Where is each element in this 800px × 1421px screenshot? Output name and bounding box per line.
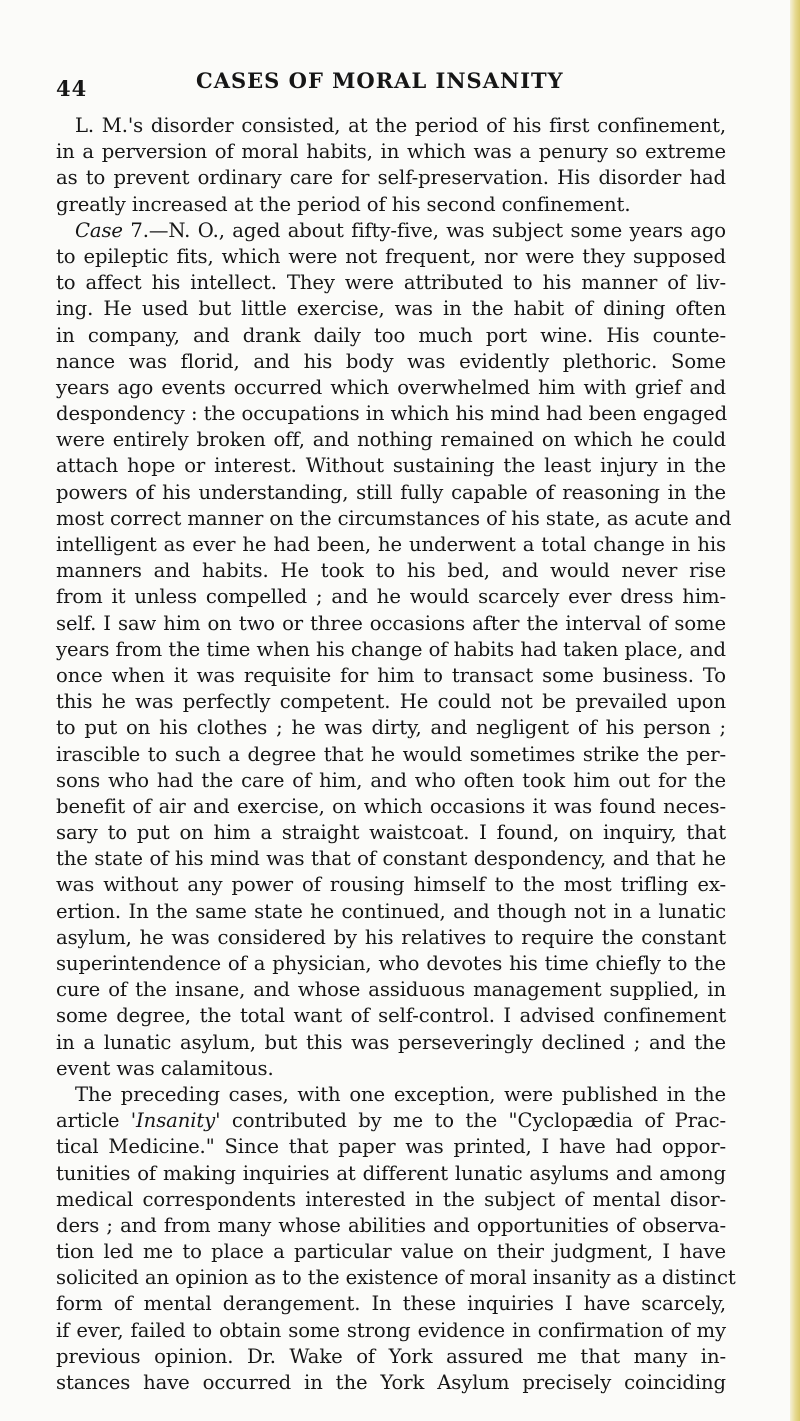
text-line: manners and habits. He took to his bed, and would never rise [56, 559, 726, 583]
text-line: stances have occurred in the York Asylum precisely coinciding [56, 1371, 726, 1394]
text-line: this he was perfectly competent. He could not be prevailed upon [56, 690, 726, 714]
text-line: tion led me to place a particular value on their judgment, I have [56, 1240, 726, 1264]
page-number: 44 [56, 76, 88, 101]
text-line: powers of his understanding, still fully capable of reasoning in the [56, 480, 726, 504]
text-line: benefit of air and exercise, on which occasions it was found neces- [56, 794, 726, 818]
text-line: ders ; and from many whose abilities and opportunities of observa- [56, 1213, 726, 1237]
text-line: ertion. In the same state he continued, and though not in a lunatic [56, 899, 726, 923]
text-line: L. M.'s disorder consisted, at the period of his first confinement, [75, 114, 726, 137]
text-line: article 'Insanity' contributed by me to the "Cyclopædia of Prac- [56, 1109, 726, 1133]
text-line: ing. He used but little exercise, was in the habit of dining often [56, 297, 726, 321]
text-line: tical Medicine." Since that paper was printed, I have had oppor- [56, 1135, 726, 1159]
text-line: asylum, he was considered by his relatives to require the constant [56, 925, 726, 949]
text-line: tunities of making inquiries at different lunatic asylums and among [56, 1161, 726, 1185]
text-line: nance was florid, and his body was evidently plethoric. Some [56, 349, 726, 373]
running-head [56, 68, 726, 101]
text-line: intelligent as ever he had been, he underwent a total change in his [56, 533, 726, 556]
text-line: to put on his clothes ; he was dirty, and negligent of his person ; [56, 716, 726, 740]
text-line: medical correspondents interested in the subject of mental disor- [56, 1187, 726, 1211]
running-title: CASES OF MORAL INSANITY [196, 68, 564, 93]
text-line: self. I saw him on two or three occasions after the interval of some [56, 611, 726, 635]
body-text [56, 113, 736, 1396]
text-line: once when it was requisite for him to transact some business. To [56, 663, 726, 687]
text-line: in a perversion of moral habits, in which was a penury so extreme [56, 140, 726, 164]
text-line: years from the time when his change of habits had taken place, and [56, 637, 726, 661]
text-line: some degree, the total want of self-control. I advised confinement [56, 1004, 726, 1028]
text-line: previous opinion. Dr. Wake of York assured me that many in- [56, 1344, 726, 1368]
text-line: if ever, failed to obtain some strong evidence in confirmation of my [56, 1318, 726, 1342]
text-line: event was calamitous. [56, 1056, 274, 1080]
text-line: greatly increased at the period of his second confinement. [56, 192, 631, 216]
page-edge [790, 0, 800, 1421]
text-line: the state of his mind was that of constant despondency, and that he [56, 847, 726, 871]
text-line: solicited an opinion as to the existence of moral insanity as a distinct [56, 1266, 736, 1290]
text-line: was without any power of rousing himself to the most trifling ex- [56, 873, 726, 897]
text-line: to epileptic fits, which were not frequent, nor were they supposed [56, 244, 726, 268]
text-line: were entirely broken off, and nothing remained on which he could [56, 428, 726, 452]
text-line: Case 7.—N. O., aged about fifty-five, was subject some years ago [75, 218, 726, 242]
text-line: as to prevent ordinary care for self-preservation. His disorder had [56, 166, 726, 190]
text-line: attach hope or interest. Without sustaining the least injury in the [56, 454, 726, 478]
text-line: sons who had the care of him, and who often took him out for the [56, 768, 726, 792]
text-line: cure of the insane, and whose assiduous management supplied, in [56, 978, 726, 1002]
text-line: most correct manner on the circumstances of his state, as acute and [56, 506, 732, 530]
text-line: in a lunatic asylum, but this was perseveringly declined ; and the [56, 1030, 726, 1054]
text-line: in company, and drank daily too much port wine. His counte- [56, 323, 726, 347]
text-line: sary to put on him a straight waistcoat. I found, on inquiry, that [56, 821, 726, 845]
text-line: form of mental derangement. In these inquiries I have scarcely, [56, 1292, 726, 1316]
text-line: years ago events occurred which overwhelmed him with grief and [56, 375, 726, 399]
text-line: The preceding cases, with one exception, were published in the [75, 1082, 726, 1106]
text-line: from it unless compelled ; and he would scarcely ever dress him- [56, 585, 726, 609]
text-line: to affect his intellect. They were attributed to his manner of liv- [56, 271, 726, 295]
text-line: despondency : the occupations in which his mind had been engaged [56, 402, 728, 426]
text-line: superintendence of a physician, who devotes his time chiefly to the [56, 952, 726, 975]
text-line: irascible to such a degree that he would sometimes strike the per- [56, 742, 726, 766]
